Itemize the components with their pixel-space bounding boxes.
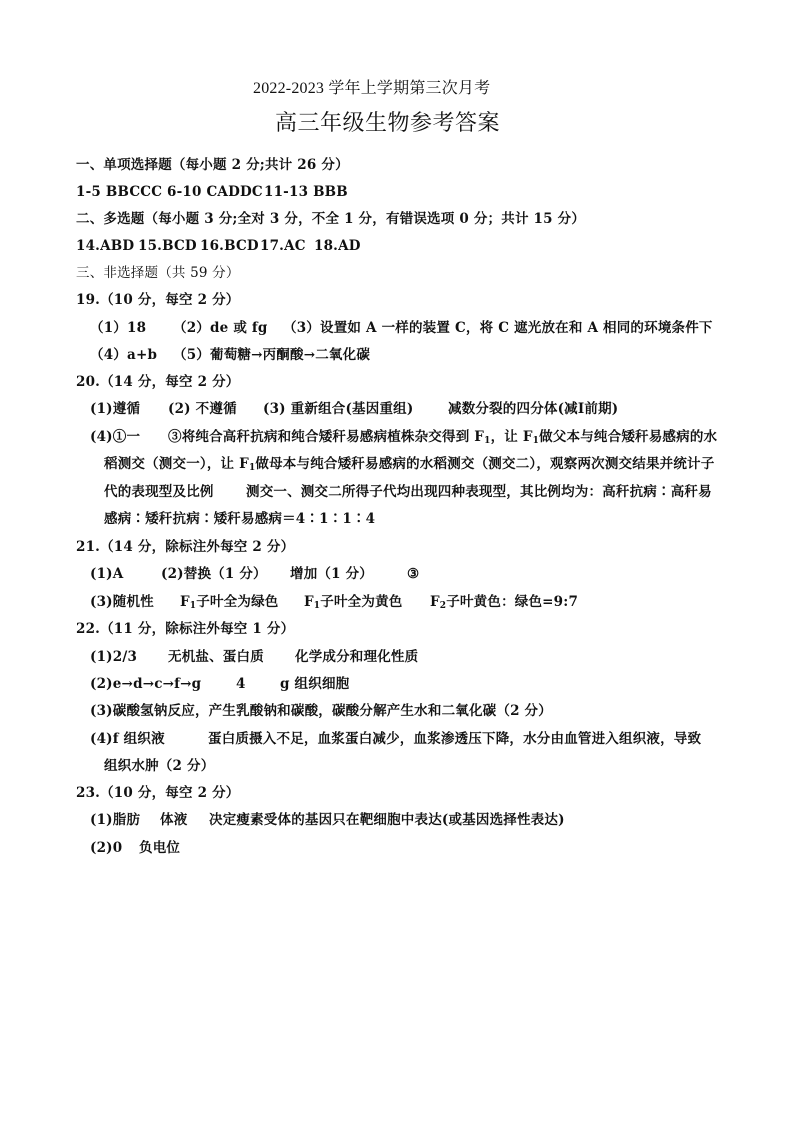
exam-title: 2022-2023 学年上学期第三次月考 <box>253 80 491 97</box>
q19-row2 <box>90 345 370 365</box>
q20-answer-4-text-d: 稻测交（测交一），让 F <box>104 456 249 472</box>
q23-answer-2: (2)0 <box>90 840 123 856</box>
answer-14: 14.ABD <box>76 238 135 254</box>
q20-answer-4-text-g: 测交一、测交二所得子代均出现四种表现型，其比例均为：高秆抗病∶高秆易 <box>246 484 712 500</box>
q23-answer-1c: 决定瘦素受体的基因只在靶细胞中表达(或基因选择性表达) <box>209 812 565 828</box>
q20-sub-1: 1 <box>484 436 491 446</box>
q22-row2 <box>90 674 349 694</box>
q22-heading: 22.（11 分，除标注外每空 1 分） <box>76 621 295 637</box>
q22-answer-4: (4)f 组织液 <box>90 731 165 747</box>
q21-3b-text: 子叶全为绿色 <box>196 594 279 610</box>
q22-row4 <box>90 729 701 749</box>
q19-answer-1: （1）18 <box>90 320 147 336</box>
q22-answer-1c: 化学成分和理化性质 <box>295 649 419 665</box>
q21-answer-1: (1)A <box>90 566 124 582</box>
q20-sub-2: 1 <box>532 436 540 446</box>
section1-answers <box>76 182 348 202</box>
q20-row3 <box>104 454 714 474</box>
q19-row1 <box>90 318 713 338</box>
q21-3c-prefix: F <box>304 594 314 610</box>
q23-row1 <box>90 810 565 830</box>
answer-6-10: 6-10 CADDC <box>167 184 263 200</box>
answer-1-5: 1-5 BBCCC <box>76 184 163 200</box>
q22-answer-2: (2)e→d→c→f→g <box>90 676 202 692</box>
q20-answer-4-text-f: 代的表现型及比例 <box>104 484 214 500</box>
q22-answer-3: (3)碳酸氢钠反应，产生乳酸钠和碳酸，碳酸分解产生水和二氧化碳（2 分） <box>90 703 552 719</box>
q20-answer-4-text-a: ③将纯合高秆抗病和纯合矮秆易感病植株杂交得到 F <box>168 429 485 445</box>
q22-row1 <box>90 647 418 667</box>
q22-answer-1: (1)2/3 <box>90 649 138 665</box>
q19-answer-4: （4）a+b <box>90 347 158 363</box>
q20-answer-4-label: (4)①一 <box>90 429 141 445</box>
q20-answer-4-text-h: 感病∶矮秆抗病∶矮秆易感病＝4∶1∶1∶4 <box>104 511 376 527</box>
answer-18: 18.AD <box>314 238 361 254</box>
q23-answer-1b: 体液 <box>160 812 188 828</box>
q21-row2 <box>90 592 578 612</box>
q20-answer-4-text-e: 做母本与纯合矮秆易感病的水稻测交（测交二），观察两次测交结果并统计子 <box>255 456 715 472</box>
q21-3c-text: 子叶全为黄色 <box>320 594 403 610</box>
answer-11-13: 11-13 BBB <box>264 184 348 200</box>
q20-answer-3b: 减数分裂的四分体(减Ⅰ前期) <box>448 401 619 417</box>
section3-heading: 三、非选择题（共 59 分） <box>76 265 240 281</box>
q21-row1 <box>90 564 419 584</box>
answer-16: 16.BCD <box>200 238 259 254</box>
answer-17: 17.AC <box>260 238 306 254</box>
q19-heading: 19.（10 分，每空 2 分） <box>76 292 240 308</box>
q21-3b-prefix: F <box>180 594 190 610</box>
q21-answer-3d <box>430 592 578 612</box>
q23-heading: 23.（10 分，每空 2 分） <box>76 785 240 801</box>
q20-answer-1: (1)遵循 <box>90 401 141 417</box>
q21-answer-2: (2)替换（1 分） <box>161 566 267 582</box>
q21-answer-2b: 增加（1 分） <box>290 566 373 582</box>
q21-3c-sub: 1 <box>313 601 321 611</box>
q21-answer-3c <box>304 592 430 612</box>
q20-answer-4-text-b: ，让 F <box>490 429 533 445</box>
section2-answers <box>76 236 361 256</box>
q22-answer-2b: 4 <box>236 676 246 692</box>
q22-answer-1b: 无机盐、蛋白质 <box>168 649 264 665</box>
q21-3d-prefix: F <box>430 594 440 610</box>
q21-3b-sub: 1 <box>189 601 197 611</box>
document-title: 高三年级生物参考答案 <box>275 111 501 136</box>
q20-answer-3: (3) 重新组合(基因重组) <box>263 401 414 417</box>
q20-answer-2: (2) 不遵循 <box>168 401 237 417</box>
q21-3d-sub: 2 <box>439 601 447 611</box>
q22-answer-4b: 蛋白质摄入不足，血浆蛋白减少，血浆渗透压下降，水分由血管进入组织液，导致 <box>208 731 702 747</box>
q20-row1 <box>90 399 618 419</box>
q22-answer-4c: 组织水肿（2 分） <box>104 758 215 774</box>
q19-answer-2: （2）de 或 fg <box>173 320 268 336</box>
q21-answer-3: (3)随机性 <box>90 594 154 610</box>
q21-3d-text: 子叶黄色：绿色=9:7 <box>446 594 579 610</box>
q23-row2 <box>90 838 180 858</box>
q23-answer-2b: 负电位 <box>139 840 181 856</box>
section1-heading: 一、单项选择题（每小题 2 分;共计 26 分） <box>76 157 349 173</box>
q21-answer-2c: ③ <box>407 566 420 582</box>
q20-row4 <box>104 482 712 502</box>
q22-answer-2c: g 组织细胞 <box>280 676 350 692</box>
q20-sub-3: 1 <box>248 463 256 473</box>
q21-answer-3b <box>180 592 304 612</box>
q20-heading: 20.（14 分，每空 2 分） <box>76 374 240 390</box>
q19-answer-5: （5）葡萄糖→丙酮酸→二氧化碳 <box>173 347 371 363</box>
q20-row2 <box>90 427 717 447</box>
q21-heading: 21.（14 分，除标注外每空 2 分） <box>76 539 295 555</box>
answer-15: 15.BCD <box>138 238 197 254</box>
q20-answer-4-text-c: 做父本与纯合矮秆易感病的水 <box>539 429 718 445</box>
q23-answer-1: (1)脂肪 <box>90 812 141 828</box>
q19-answer-3: （3）设置如 A 一样的装置 C，将 C 遮光放在和 A 相同的环境条件下 <box>283 320 713 336</box>
section2-heading: 二、多选题（每小题 3 分;全对 3 分，不全 1 分，有错误选项 0 分；共计 15 分） <box>76 211 586 227</box>
